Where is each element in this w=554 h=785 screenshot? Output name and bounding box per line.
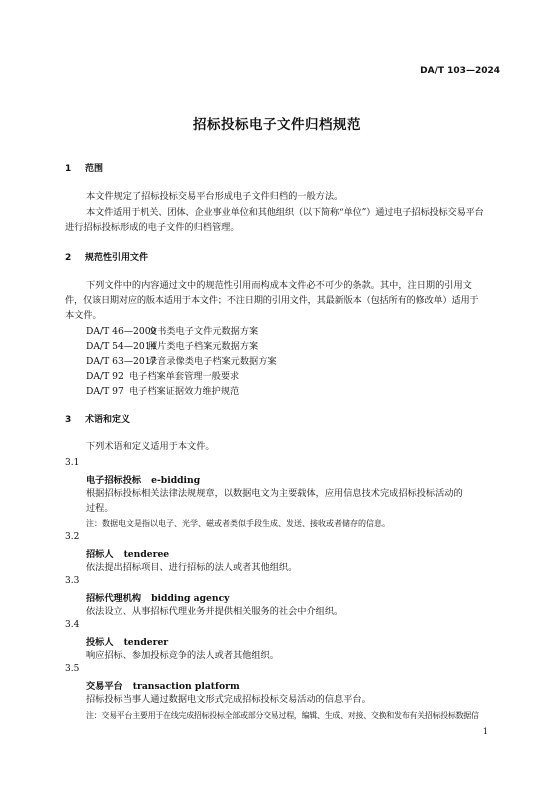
- section-number: 2: [65, 253, 72, 263]
- term-number: 3.4: [65, 620, 80, 630]
- term-note: 注：数据电文是指以电子、光学、磁或者类似手段生成、发送、接收或者储存的信息。: [86, 519, 390, 528]
- term-en: bidding agency: [151, 593, 230, 604]
- definition-line: 响应招标、参加投标竞争的法人或者其他组织。: [86, 650, 279, 661]
- reference-name: 录音录像类电子档案元数据方案: [148, 356, 277, 367]
- paragraph-line: 本文件。: [65, 310, 102, 321]
- reference-item: [86, 353, 277, 367]
- term-zh: 招标人: [86, 549, 114, 560]
- paragraph-line: 下列文件中的内容通过文中的规范性引用而构成本文件必不可少的条款。其中，注日期的引用文: [86, 280, 472, 291]
- term-number: 3.2: [65, 532, 80, 542]
- term-en: tenderer: [123, 637, 169, 648]
- term-en: tenderee: [123, 549, 170, 560]
- reference-code: DA/T 97: [86, 386, 124, 397]
- page-number: 1: [482, 727, 488, 736]
- term-zh: 投标人: [86, 637, 114, 648]
- reference-name: 电子档案证据效力维护规范: [129, 386, 240, 397]
- definition-line: 过程。: [86, 503, 114, 514]
- section-heading-scope: [65, 161, 103, 174]
- section-number: 3: [65, 415, 72, 425]
- standard-code: DA/T 103—2024: [420, 66, 500, 76]
- paragraph-line: 下列术语和定义适用于本文件。: [86, 441, 215, 452]
- paragraph-line: 本文件规定了招标投标交易平台形成电子文件归档的一般方法。: [86, 191, 344, 202]
- reference-code: DA/T 54—2014: [86, 341, 157, 352]
- reference-item: [86, 323, 258, 337]
- term-entry: [86, 546, 169, 560]
- section-number: 1: [65, 164, 72, 174]
- paragraph-line: 进行招标投标形成的电子文件的归档管理。: [65, 222, 240, 233]
- term-zh: 招标代理机构: [86, 593, 142, 604]
- term-zh: 电子招标投标: [86, 475, 142, 486]
- term-number: 3.3: [65, 576, 80, 586]
- term-zh: 交易平台: [86, 681, 123, 692]
- term-entry: [86, 472, 200, 486]
- reference-code: DA/T 92: [86, 371, 124, 382]
- term-number: 3.5: [65, 664, 80, 674]
- term-entry: [86, 678, 240, 692]
- section-title: 术语和定义: [85, 415, 131, 425]
- paragraph-line: 本文件适用于机关、团体、企业事业单位和其他组织（以下简称“单位”）通过电子招标投标交易平台: [86, 207, 484, 218]
- term-note: 注：交易平台主要用于在线完成招标投标全部或部分交易过程，编辑、生成、对接、交换和发布有关招标投标数据信: [86, 711, 479, 720]
- term-en: transaction platform: [132, 681, 240, 692]
- definition-line: 依法设立、从事招标代理业务并提供相关服务的社会中介组织。: [86, 606, 344, 617]
- section-title: 规范性引用文件: [85, 253, 149, 263]
- page-title: 招标投标电子文件归档规范: [193, 117, 361, 133]
- paragraph-line: 件，仅该日期对应的版本适用于本文件；不注日期的引用文件，其最新版本（包括所有的修改单）适用于: [65, 295, 479, 306]
- section-heading-normative-references: [65, 250, 148, 263]
- term-entry: [86, 634, 168, 648]
- definition-line: 招标投标当事人通过数据电文形式完成招标投标交易活动的信息平台。: [86, 694, 371, 705]
- section-heading-terms: [65, 412, 130, 425]
- reference-item: [86, 383, 239, 397]
- reference-item: [86, 338, 258, 352]
- definition-line: 根据招标投标相关法律法规规章，以数据电文为主要载体，应用信息技术完成招标投标活动的: [86, 488, 463, 499]
- reference-name: 文书类电子文件元数据方案: [148, 326, 259, 337]
- reference-name: 照片类电子档案元数据方案: [148, 341, 259, 352]
- reference-item: [86, 368, 239, 382]
- term-en: e-bidding: [151, 475, 201, 486]
- reference-code: DA/T 63—2017: [86, 356, 157, 367]
- term-number: 3.1: [65, 458, 80, 468]
- term-entry: [86, 590, 230, 604]
- reference-name: 电子档案单套管理一般要求: [129, 371, 240, 382]
- reference-code: DA/T 46—2009: [86, 326, 157, 337]
- definition-line: 依法提出招标项目、进行招标的法人或者其他组织。: [86, 562, 298, 573]
- section-title: 范围: [85, 164, 104, 174]
